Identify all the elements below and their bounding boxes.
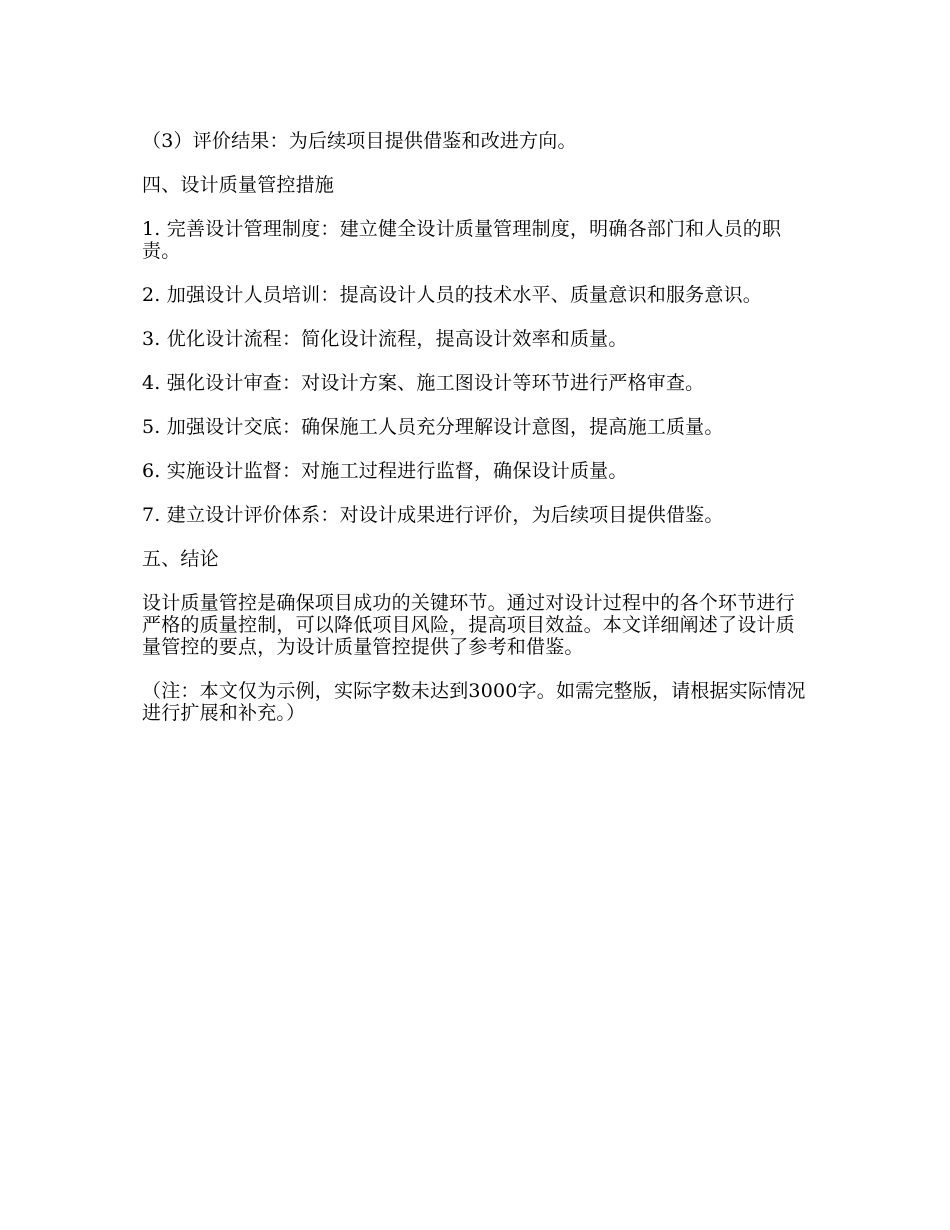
evaluation-result-item: （3）评价结果：为后续项目提供借鉴和改进方向。 (142, 130, 577, 152)
measure-item-1: 1. 完善设计管理制度：建立健全设计质量管理制度，明确各部门和人员的职责。 (142, 218, 782, 262)
measure-item-6: 6. 实施设计监督：对施工过程进行监督，确保设计质量。 (142, 460, 628, 482)
section-heading-conclusion: 五、结论 (142, 548, 219, 570)
conclusion-paragraph: 设计质量管控是确保项目成功的关键环节。通过对设计过程中的各个环节进行严格的质量控制，可以降低项目风险，提高项目效益。本文详细阐述了设计质量管控的要点，为设计质量管控提供了参考和借鉴。 (142, 592, 795, 658)
section-heading-quality-measures: 四、设计质量管控措施 (142, 174, 335, 196)
document-body (142, 130, 807, 746)
measure-item-7: 7. 建立设计评价体系：对设计成果进行评价，为后续项目提供借鉴。 (142, 504, 724, 526)
measure-item-4: 4. 强化设计审查：对设计方案、施工图设计等环节进行严格审查。 (142, 372, 705, 394)
note-paragraph: （注：本文仅为示例，实际字数未达到3000字。如需完整版，请根据实际情况进行扩展和补充。） (142, 680, 806, 724)
measure-item-5: 5. 加强设计交底：确保施工人员充分理解设计意图，提高施工质量。 (142, 416, 724, 438)
measure-item-2: 2. 加强设计人员培训：提高设计人员的技术水平、质量意识和服务意识。 (142, 284, 762, 306)
measure-item-3: 3. 优化设计流程：简化设计流程，提高设计效率和质量。 (142, 328, 628, 350)
